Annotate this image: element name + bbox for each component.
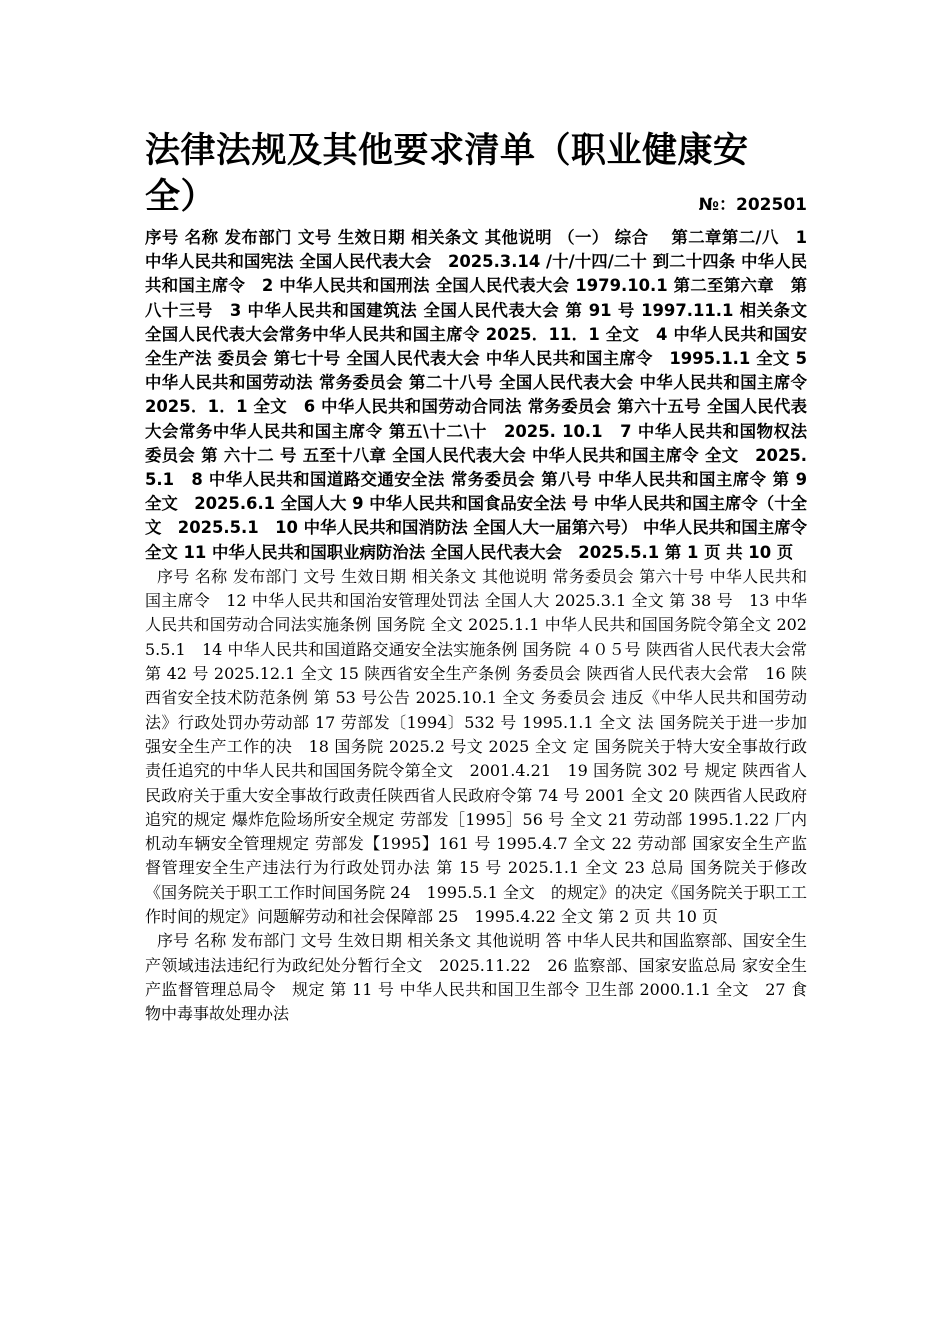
page-2-text: 序号 名称 发布部门 文号 生效日期 相关条文 其他说明 常务委员会 第六十号 中华人民共和国主席令 12 中华人民共和国治安管理处罚法 全国人大 2025.3.1 全文 第 38 号 13 中华人民共和国劳动合同法实施条例 国务院 全文 2025.1.1 中华人民共和国国务院令第全文 2025.5.1 14 中华人民共和国道路交通安全法实施条例 国务院 ４０５号 陕西省人民代表大会常第 42 号 2025.12.1 全文 15 陕西省安全生产条例 务委员会 陕西省人民代表大会常 16 陕西省安全技术防范条例 第 53 号公告 2025.10.1 全文 务委员会 违反《中华人民共和国劳动法》行政处罚办劳动部 17 劳部发〔1994〕532 号 1995.1.1 全文 法 国务院关于进一步加强安全生产工作的决 18 国务院 2025.2 号文 2025 全文 定 国务院关于特大安全事故行政责任追究的中华人民共和国国务院令第全文 2001.4.21 19 国务院 302 号 规定 陕西省人民政府关于重大安全事故行政责任陕西省人民政府令第 74 号 2001 全文 20 陕西省人民政府 追究的规定 爆炸危险场所安全规定 劳部发［1995］56 号 全文 21 劳动部 1995.1.22 厂内机动车辆安全管理规定 劳部发【1995】161 号 1995.4.7 全文 22 劳动部 国家安全生产监督管理安全生产违法行为行政处罚办法 第 15 号 2025.1.1 全文 23 总局 国务院关于修改《国务院关于职工工作时间国务院 24 1995.5.1 全文 的规定》的决定《国务院关于职工工作时间的规定》问题解劳动和社会保障部 25 1995.4.22 全文 第 2 页 共 10 页 — [145, 566, 807, 926]
document-title — [145, 128, 807, 174]
title-line-2: 全） — [145, 177, 217, 217]
page-3-text: 序号 名称 发布部门 文号 生效日期 相关条文 其他说明 答 中华人民共和国监察部、国安全生产领域违法违纪行为政纪处分暂行全文 2025.11.22 26 监察部、国家安监总局 家安全生产监督管理总局令 规定 第 11 号 中华人民共和国卫生部令 卫生部 2000.1.1 全文 27 食物中毒事故处理办法 — [145, 931, 807, 1024]
page-1-text: 序号 名称 发布部门 文号 生效日期 相关条文 其他说明 （一） 综合 第二章第二/八 1 中华人民共和国宪法 全国人民代表大会 2025.3.14 /十/十四/二十 到二十四条 中华人民共和国主席令 2 中华人民共和国刑法 全国人民代表大会 1979.10.1 第二至第六章 第八十三号 3 中华人民共和国建筑法 全国人民代表大会 第 91 号 1997.11.1 相关条文 全国人民代表大会常务中华人民共和国主席令 2025．11．1 全文 4 中华人民共和国安全生产法 委员会 第七十号 全国人民代表大会 中华人民共和国主席令 1995.1.1 全文 5 中华人民共和国劳动法 常务委员会 第二十八号 全国人民代表大会 中华人民共和国主席令 2025．1．1 全文 6 中华人民共和国劳动合同法 常务委员会 第六十五号 全国人民代表大会常务中华人民共和国主席令 第五\十二\十 2025. 10.1 7 中华人民共和国物权法 委员会 第 六十二 号 五至十八章 全国人民代表大会 中华人民共和国主席令 全文 2025.5.1 8 中华人民共和国道路交通安全法 常务委员会 第八号 中华人民共和国主席令 第 9 全文 2025.6.1 全国人大 9 中华人民共和国食品安全法 号 中华人民共和国主席令（十全文 2025.5.1 10 中华人民共和国消防法 全国人大一届第六号） 中华人民共和国主席令 全文 11 中华人民共和国职业病防治法 全国人民代表大会 2025.5.1 第 1 页 共 10 页 — [145, 228, 824, 562]
title-row — [145, 174, 807, 220]
document-number: №：202501 — [698, 195, 807, 215]
document-page — [145, 128, 824, 1026]
title-line-1: 法律法规及其他要求清单（职业健康安 — [145, 131, 749, 171]
